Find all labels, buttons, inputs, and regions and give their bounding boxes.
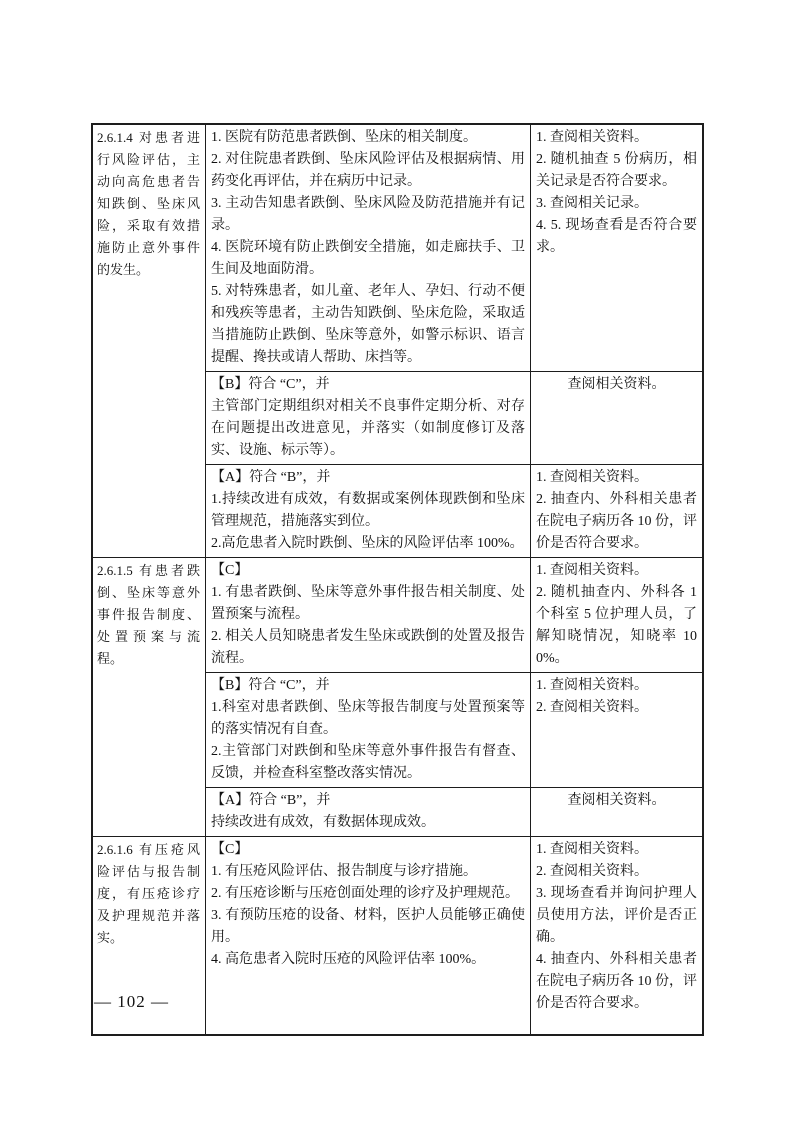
criteria-line: 【C】 (211, 842, 249, 857)
standard-item-text: 2.6.1.4 对患者进行风险评估，主动向高危患者告知跌倒、坠床风险，采取有效措施防止意外事件的发生。 (97, 130, 200, 277)
review-method-cell (531, 837, 702, 1034)
review-method-line: 1. 查阅相关资料。 (536, 130, 648, 145)
review-method-line: 查阅相关资料。 (567, 377, 666, 392)
table-row-2-6-1-5 (93, 557, 702, 836)
review-method-line: 3. 查阅相关记录。 (536, 196, 648, 211)
review-method-line: 2. 随机抽查内、外科各 1 个科室 5 位护理人员，了解知晓情况，知晓率 100%。 (536, 585, 697, 666)
criteria-cell (206, 125, 531, 371)
review-method-line: 1. 查阅相关资料。 (536, 470, 648, 485)
table-row-2-6-1-4 (93, 125, 702, 557)
criteria-line: 3. 有预防压疮的设备、材料，医护人员能够正确使用。 (211, 908, 525, 945)
criteria-cell (206, 673, 531, 787)
criteria-line: 【C】 (211, 563, 249, 578)
criteria-cell (206, 558, 531, 672)
review-method-line: 查阅相关资料。 (567, 793, 666, 808)
criteria-line: 2.主管部门对跌倒和坠床等意外事件报告有督查、反馈，并检查科室整改落实情况。 (211, 744, 525, 781)
standard-item-cell (93, 558, 205, 836)
review-method-line: 1. 查阅相关资料。 (536, 842, 648, 857)
standard-item-text: 2.6.1.5 有患者跌倒、坠床等意外事件报告制度、处置预案与流程。 (97, 563, 200, 666)
criteria-cell (206, 837, 531, 1034)
subrow-grade-b (205, 371, 702, 464)
review-method-line: 1. 查阅相关资料。 (536, 678, 648, 693)
criteria-line: 持续改进有成效，有数据体现成效。 (211, 815, 435, 830)
criteria-line: 3. 主动告知患者跌倒、坠床风险及防范措施并有记录。 (211, 196, 525, 233)
page-number: — 102 — (94, 992, 169, 1011)
subrow-grade-c (205, 558, 702, 672)
criteria-cell (206, 465, 531, 557)
criteria-line: 2. 有压疮诊断与压疮创面处理的诊疗及护理规范。 (211, 886, 519, 901)
subrow-grade-a (205, 787, 702, 836)
review-method-line: 2. 查阅相关资料。 (536, 864, 648, 879)
subrow-grade-a (205, 464, 702, 557)
review-method-line: 2. 随机抽查 5 份病历，相关记录是否符合要求。 (536, 152, 697, 189)
standard-item-text: 2.6.1.6 有压疮风险评估与报告制度，有压疮诊疗及护理规范并落实。 (97, 842, 200, 945)
criteria-line: 5. 对特殊患者，如儿童、老年人、孕妇、行动不便和残疾等患者，主动告知跌倒、坠床危险，采取适当措施防止跌倒、坠床等意外，如警示标识、语言提醒、搀扶或请人帮助、床挡等。 (211, 284, 525, 365)
review-method-cell (531, 125, 702, 371)
criteria-line: 【B】符合 “C”，并 (211, 678, 330, 693)
criteria-line: 2. 对住院患者跌倒、坠床风险评估及根据病情、用药变化再评估，并在病历中记录。 (211, 152, 525, 189)
criteria-line: 1. 有患者跌倒、坠床等意外事件报告相关制度、处置预案与流程。 (211, 585, 525, 622)
criteria-line: 1.科室对患者跌倒、坠床等报告制度与处置预案等的落实情况有自查。 (211, 700, 525, 737)
review-method-line: 4. 5. 现场查看是否符合要求。 (536, 218, 697, 255)
review-method-line: 1. 查阅相关资料。 (536, 563, 648, 578)
criteria-line: 1. 医院有防范患者跌倒、坠床的相关制度。 (211, 130, 477, 145)
review-method-cell (531, 673, 702, 787)
criteria-cell (206, 788, 531, 836)
criteria-line: 主管部门定期组织对相关不良事件定期分析、对存在问题提出改进意见，并落实（如制度修订及落实、设施、标示等）。 (211, 399, 525, 458)
subrow-grade-b (205, 672, 702, 787)
subrow-c-continued (205, 125, 702, 371)
review-method-line: 2. 查阅相关资料。 (536, 700, 648, 715)
review-method-line: 3. 现场查看并询问护理人员使用方法，评价是否正确。 (536, 886, 697, 945)
criteria-line: 4. 高危患者入院时压疮的风险评估率 100%。 (211, 952, 486, 967)
review-method-cell (531, 372, 702, 464)
criteria-line: 【A】符合 “B”，并 (211, 470, 331, 485)
criteria-line: 【A】符合 “B”，并 (211, 793, 331, 808)
subrows-2-6-1-4 (205, 125, 702, 557)
criteria-line: 4. 医院环境有防止跌倒安全措施，如走廊扶手、卫生间及地面防滑。 (211, 240, 525, 277)
subrows-2-6-1-5 (205, 558, 702, 836)
criteria-line: 2. 相关人员知晓患者发生坠床或跌倒的处置及报告流程。 (211, 629, 525, 666)
subrow-grade-c (205, 837, 702, 1034)
review-method-cell (531, 465, 702, 557)
criteria-line: 【B】符合 “C”，并 (211, 377, 330, 392)
standards-table (91, 123, 704, 1036)
subrows-2-6-1-6 (205, 837, 702, 1034)
criteria-cell (206, 372, 531, 464)
review-method-cell (531, 558, 702, 672)
review-method-line: 4. 抽查内、外科相关患者在院电子病历各 10 份，评价是否符合要求。 (536, 952, 697, 1011)
criteria-line: 2.高危患者入院时跌倒、坠床的风险评估率 100%。 (211, 536, 524, 551)
table-row-2-6-1-6 (93, 836, 702, 1034)
review-method-cell (531, 788, 702, 836)
standard-item-cell (93, 125, 205, 557)
review-method-line: 2. 抽查内、外科相关患者在院电子病历各 10 份，评价是否符合要求。 (536, 492, 697, 551)
criteria-line: 1. 有压疮风险评估、报告制度与诊疗措施。 (211, 864, 477, 879)
criteria-line: 1.持续改进有成效，有数据或案例体现跌倒和坠床管理规范，措施落实到位。 (211, 492, 525, 529)
